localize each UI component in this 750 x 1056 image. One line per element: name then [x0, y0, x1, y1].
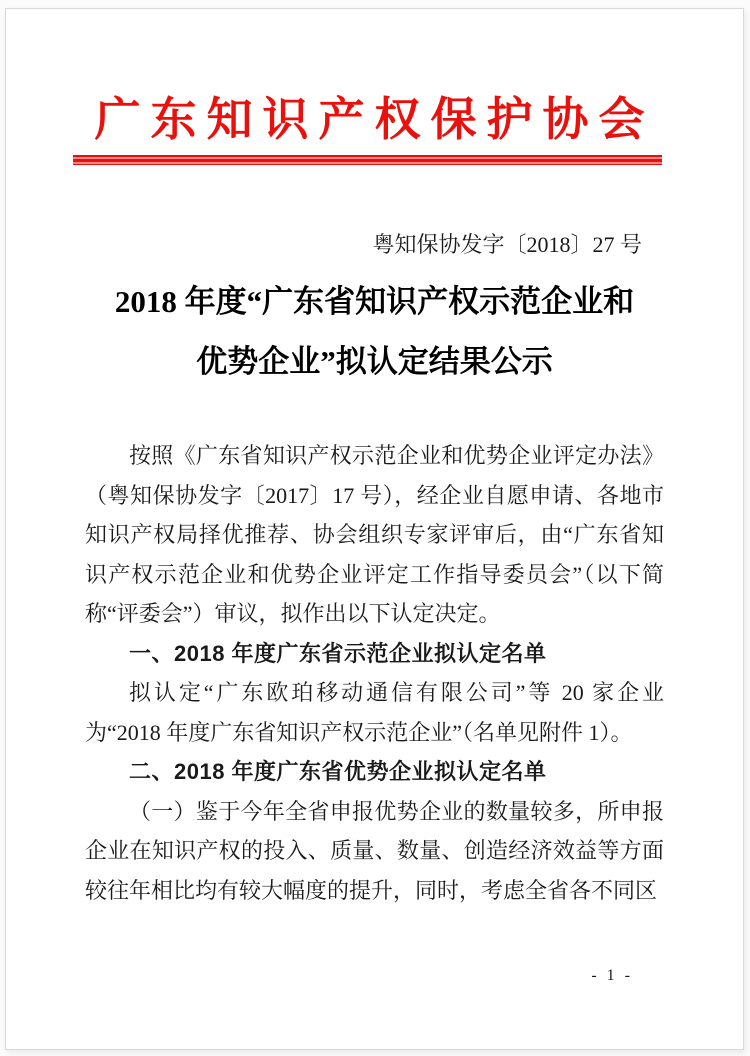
document-body — [85, 436, 664, 910]
letterhead-org-name: 广东知识产权保护协会 — [94, 94, 655, 145]
paragraph: （一）鉴于今年全省申报优势企业的数量较多，所申报企业在知识产权的投入、质量、数量、创造经济效益等方面较往年相比均有较大幅度的提升，同时，考虑全省各不同区 — [85, 798, 664, 903]
section-heading: 一、2018 年度广东省示范企业拟认定名单 — [129, 640, 547, 666]
document-reference-number: 粤知保协发字〔2018〕27 号 — [372, 232, 642, 257]
document-title — [85, 272, 664, 392]
section-heading: 二、2018 年度广东省优势企业拟认定名单 — [129, 759, 547, 784]
document-title-line1: 2018 年度“广东省知识产权示范企业和 — [114, 284, 635, 319]
letterhead-double-rule — [73, 155, 662, 165]
document-page — [5, 8, 744, 1050]
page-number: - 1 - — [591, 967, 633, 984]
paragraph: 按照《广东省知识产权示范企业和优势企业评定办法》（粤知保协发字〔2017〕17 号），经企业自愿申请、各地市知识产权局择优推荐、协会组织专家评审后，由“广东省知识产权示范企业和优势企业评定工作指导委员会”（以下简称“评委会”）审议，拟作出以下认定决定。 — [85, 443, 664, 626]
document-title-line2: 优势企业”拟认定结果公示 — [196, 344, 553, 379]
paragraph: 拟认定“广东欧珀移动通信有限公司”等 20 家企业为“2018 年度广东省知识产权示范企业”（名单见附件 1）。 — [85, 680, 664, 745]
